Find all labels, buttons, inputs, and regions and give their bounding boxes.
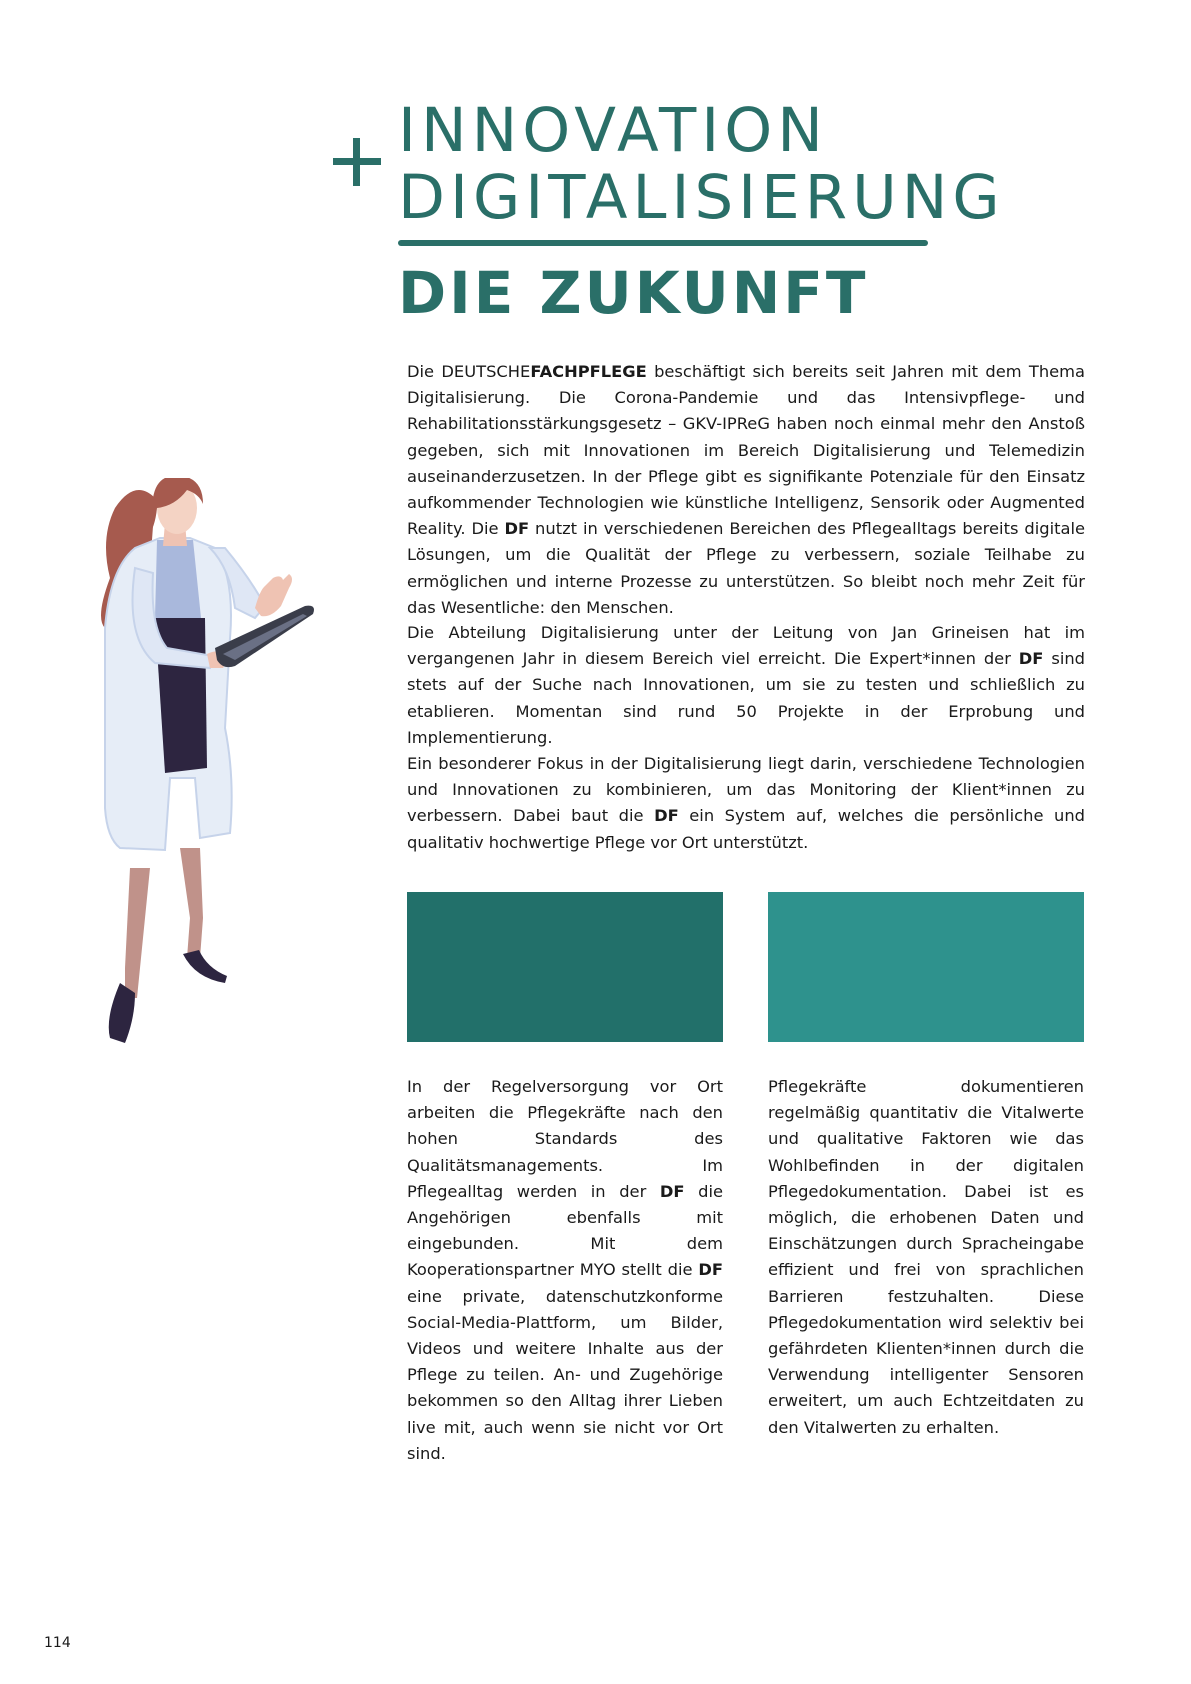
color-block-right	[768, 892, 1084, 1042]
page-title: DIE ZUKUNFT	[398, 259, 869, 327]
intro-paragraph-2: Die Abteilung Digitalisierung unter der Leitung von Jan Grineisen hat im vergangenen Jahr in diesem Bereich viel erreicht. Die Expert*innen der DF sind stets auf der Suche nach Innovationen, um sie zu testen und schließlich zu etablieren. Momentan sind rund 50 Projekte in der Erprobung und Implementierung.	[407, 623, 1085, 747]
column-text-right: Pflegekräfte dokumentieren regelmäßig quantitativ die Vitalwerte und qualitative Faktoren wie das Wohlbefinden in der digitalen Pflegedokumentation. Dabei ist es möglich, die erhobenen Daten und Einschätzungen durch Spracheingabe effizient und frei von sprachlichen Barrieren festzuhalten. Diese Pflegedokumentation wird selektiv bei gefährdeten Klienten*innen durch die Verwendung intelligenter Sensoren erweitert, um auch Echtzeitdaten zu den Vitalwerten zu erhalten.	[768, 1077, 1084, 1437]
heading-line-digitalisierung: DIGITALISIERUNG	[398, 162, 1005, 233]
page-number: 114	[44, 1635, 71, 1651]
intro-paragraph-1: Die DEUTSCHEFACHPFLEGE beschäftigt sich bereits seit Jahren mit dem Thema Digitalisierung. Die Corona-Pandemie und das Intensivpflege- und Rehabilitationsstärkungsgesetz – GKV-IPReG haben noch einmal mehr den Anstoß gegeben, sich mit Innovationen im Bereich Digitalisierung und Telemedizin auseinanderzusetzen. In der Pflege gibt es signifikante Potenziale für den Einsatz aufkommender Technologien wie künstliche Intelligenz, Sensorik oder Augmented Reality. Die DF nutzt in verschiedenen Bereichen des Pflegealltags bereits digitale Lösungen, um die Qualität der Pflege zu verbessern, soziale Teilhabe zu ermöglichen und interne Prozesse zu unterstützen. So bleibt noch mehr Zeit für das Wesentliche: den Menschen.	[407, 362, 1086, 617]
column-text-left: In der Regelversorgung vor Ort arbeiten die Pflegekräfte nach den hohen Standards des Qualitätsmanagements. Im Pflegealltag werden in der DF die Angehörigen ebenfalls mit eingebunden. Mit dem Kooperationspartner MYO stellt die DF eine private, datenschutzkonforme Social-Media-Plattform, um Bilder, Videos und weitere Inhalte aus der Pflege zu teilen. An- und Zugehörige bekommen so den Alltag ihrer Lieben live mit, auch wenn sie nicht vor Ort sind.	[407, 1077, 723, 1463]
heading-line-innovation: INNOVATION	[398, 95, 828, 166]
intro-paragraph-3: Ein besonderer Fokus in der Digitalisierung liegt darin, verschiedene Technologien und Innovationen zu kombinieren, um das Monitoring der Klient*innen zu verbessern. Dabei baut die DF ein System auf, welches die persönliche und qualitativ hochwertige Pflege vor Ort unterstützt.	[407, 754, 1085, 852]
color-block-left	[407, 892, 723, 1042]
heading-divider	[398, 240, 928, 246]
nurse-with-tablet-illustration	[95, 478, 355, 1048]
plus-icon	[333, 138, 381, 186]
